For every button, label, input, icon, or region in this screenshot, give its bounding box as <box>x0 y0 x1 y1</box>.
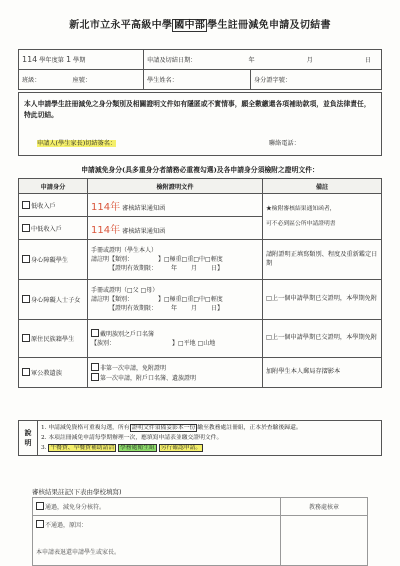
declaration-text: 本人申請學生註冊減免之身分類別及相關證明文件如有隱匿或不實情事，願全數繳還各項補助款項，並負法律責任，特此切結。 <box>24 100 371 119</box>
class-seat-cell[interactable]: 班級： 座號： <box>19 70 144 90</box>
form-title: 新北市立永平高級中學 國中部 學生註冊減免申請及切結書 <box>69 20 331 31</box>
checkbox <box>22 334 30 342</box>
term-value: 1 <box>65 55 72 64</box>
signature-field[interactable]: 申請人(學生家長)切結簽名： <box>37 140 117 147</box>
section-heading: 申請減免身分(具多重身分者請務必重複勾選)及各申請身分須檢附之證明文件： <box>81 166 319 174</box>
apply-date-cell[interactable]: 申請及切結日期： 年 月 日 <box>144 50 382 70</box>
table-row: 中低收入戶 114年 審核結果通知函 <box>19 217 382 240</box>
year-value: 114 <box>22 55 38 64</box>
explain-label: 說明 <box>19 421 38 456</box>
checkbox <box>36 502 44 510</box>
declaration-box <box>18 92 382 156</box>
student-name-field[interactable]: 學生姓名： <box>144 70 251 90</box>
checkbox <box>91 363 99 371</box>
header-identity: 申請身分 <box>19 179 88 194</box>
identity-mid-low-income[interactable]: 中低收入戶 <box>19 217 88 240</box>
identity-disabled-parent-child[interactable]: 身心障礙人士子女 <box>19 280 88 320</box>
identity-table <box>18 178 382 388</box>
explanation-table: 說明 1. 申請減免資格可重複勾選，所有 證明文件須備妥影本一份 繳至教務處註冊組，正本於查驗後歸還。 2. 本項註冊減免申請每學期辦理一次，應填寫申請表並繳交證明文件。 3. 午餐費、早餐費補助請洽 學務處衛生組 另行確認申請。 <box>18 420 382 456</box>
identity-bereaved[interactable]: 軍公教遺族 <box>19 358 88 388</box>
checkbox <box>22 224 30 232</box>
notice-remark: ★檢附審核結果通知函者， 可不必到區公所申請證明書 <box>263 194 382 240</box>
identity-indigenous[interactable]: 原住民族籍學生 <box>19 320 88 358</box>
review-pass[interactable]: 通過，減免身分核符。 <box>33 498 281 516</box>
review-fail[interactable]: 不通過，原因： 本申請表退還申請學生或家長。 <box>33 516 281 566</box>
phone-field[interactable]: 聯絡電話： <box>269 140 300 147</box>
checkbox <box>91 373 99 381</box>
checkbox <box>22 295 30 303</box>
identity-low-income[interactable]: 低收入戶 <box>19 194 88 217</box>
checkbox <box>36 520 44 528</box>
header-documents: 檢附證明文件 <box>88 179 263 194</box>
checkbox <box>22 368 30 376</box>
identity-disabled-student[interactable]: 身心障礙學生 <box>19 240 88 280</box>
table-row: 身心障礙人士子女 手冊或證明（□父 □母） 請註明【類別： 】□極重□重□中□輕度 【證明有效期限： 年 月 日】 □上一個申請學期已交證明，本學期免附 <box>19 280 382 320</box>
title-boxed-dept: 國中部 <box>174 20 206 31</box>
applicant-info-table <box>18 49 382 90</box>
table-row: 原住民族籍學生 戴明族別之戶口名簿 【族別： 】□平地 □山地 □上一個申請學期已交證明，本學期免附 <box>19 320 382 358</box>
table-row: 軍公教遺族 非第一次申請，免附證明 第一次申請，附戶口名簿、遺族證明 加附學生本人郵局存摺影本 <box>19 358 382 388</box>
header-remarks: 備註 <box>263 179 382 194</box>
term-cell[interactable]: 114 學年度第 1 學期 <box>19 50 144 70</box>
checkbox <box>22 255 30 263</box>
stamp-header: 教務處核章 <box>281 498 368 516</box>
table-row: 低收入戶 114年 審核結果通知函 ★檢附審核結果通知函者， 可不必到區公所申請證明書 <box>19 194 382 217</box>
checkbox <box>91 329 99 337</box>
stamp-area[interactable] <box>281 516 368 566</box>
id-number-field[interactable]: 身分證字號： <box>251 70 382 90</box>
checkbox <box>22 201 30 209</box>
table-header-row <box>19 179 382 194</box>
table-row: 身心障礙學生 手冊或證明（學生本人） 請註明【類別： 】□極重□重□中□輕度 【證明有效期限： 年 月 日】 請附證明正填寫類別、程度及重新鑑定日期 <box>19 240 382 280</box>
review-heading: 審核結果註記(下表由學校填寫) <box>32 488 122 496</box>
review-table <box>32 497 368 566</box>
